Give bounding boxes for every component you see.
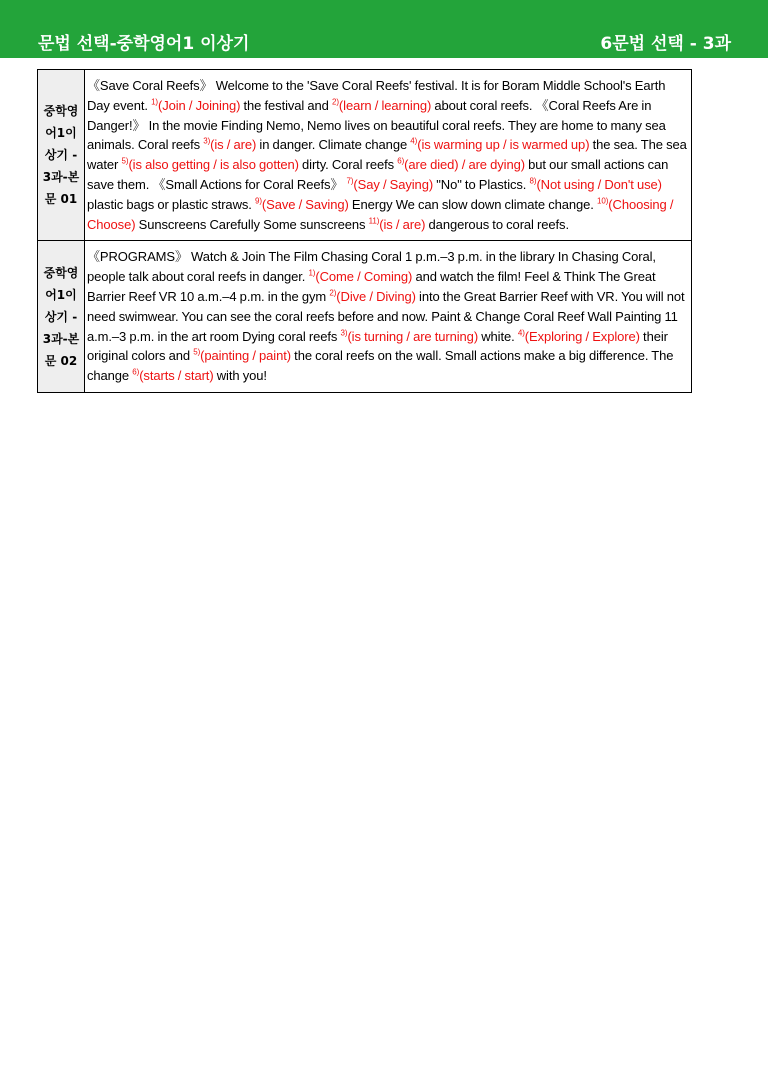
grammar-choice[interactable] bbox=[518, 329, 640, 344]
passage-text-segment: the sea. The sea water bbox=[87, 137, 687, 173]
passage-text bbox=[85, 241, 692, 393]
worksheet-title: 문법 선택-중학영어1 이상기 bbox=[38, 34, 250, 54]
choice-options: (Choosing / Choose) bbox=[87, 196, 674, 232]
passage-text-segment: white. bbox=[478, 328, 518, 344]
choice-options: (Dive / Diving) bbox=[336, 288, 416, 304]
choice-options: (Say / Saying) bbox=[353, 176, 434, 192]
question-number: 6) bbox=[397, 156, 405, 166]
choice-options: (is turning / are turning) bbox=[347, 328, 479, 344]
choice-options: (is also getting / is also gotten) bbox=[128, 157, 299, 173]
passage-text-segment: their original colors and bbox=[87, 328, 668, 364]
question-number: 2) bbox=[329, 288, 337, 298]
grammar-choice[interactable] bbox=[341, 329, 479, 344]
choice-options: (is / are) bbox=[379, 216, 426, 232]
choice-options: (Come / Coming) bbox=[315, 269, 413, 285]
choice-options: (Exploring / Explore) bbox=[524, 328, 640, 344]
passage-text-segment: and watch the film! Feel & Think The Great Barrier Reef VR 10 a.m.–4 p.m. in the gym bbox=[87, 269, 656, 304]
passage-text-segment: the festival and bbox=[240, 97, 332, 113]
choice-options: (is warming up / is warmed up) bbox=[417, 137, 590, 153]
grammar-choice[interactable] bbox=[329, 289, 415, 304]
passage-text-segment: in danger. Climate change bbox=[256, 137, 411, 153]
grammar-choice[interactable] bbox=[346, 177, 433, 192]
question-number: 4) bbox=[517, 328, 525, 338]
question-number: 1) bbox=[151, 97, 158, 107]
passage-label: 중학영어1이상기 - 3과-본문 02 bbox=[38, 241, 85, 393]
grammar-choice[interactable] bbox=[151, 98, 240, 113]
passage-text-segment: dangerous to coral reefs. bbox=[425, 216, 569, 232]
grammar-choice[interactable] bbox=[255, 197, 349, 212]
passage-text-segment: about coral reefs. 《Coral Reefs Are in Danger!》 In the movie Finding Nemo, Nemo lives on beautiful coral reefs. They are home to many sea animals. Coral reefs bbox=[87, 97, 666, 153]
grammar-choice[interactable] bbox=[193, 348, 291, 363]
choice-options: (Save / Saving) bbox=[261, 196, 349, 212]
grammar-choice[interactable] bbox=[397, 157, 525, 172]
passage-text-segment: "No" to Plastics. bbox=[433, 176, 530, 192]
passage-text-segment: but our small actions can save them. 《Small Actions for Coral Reefs》 bbox=[87, 157, 669, 192]
grammar-choice[interactable] bbox=[369, 217, 426, 232]
passage-text-segment: 《PROGRAMS》 Watch & Join The Film Chasing Coral 1 p.m.–3 p.m. in the library In Chasing Coral, people talk about coral reefs in danger. bbox=[87, 249, 656, 285]
question-number: 11) bbox=[368, 216, 380, 226]
choice-options: (starts / start) bbox=[139, 368, 214, 384]
grammar-choice[interactable] bbox=[332, 98, 431, 113]
question-number: 5) bbox=[121, 156, 129, 166]
choice-options: (are died) / are dying) bbox=[404, 157, 525, 173]
question-number: 5) bbox=[193, 348, 201, 358]
passage-text-segment: into the Great Barrier Reef with VR. You will not need swimwear. You can see the coral reefs before and now. Paint & Change Coral Reef Wall Painting 11 a.m.–3 p.m. in the art room Dying coral reefs bbox=[87, 288, 685, 344]
question-number: 6) bbox=[132, 367, 140, 377]
choice-options: (is / are) bbox=[210, 137, 257, 153]
question-number: 1) bbox=[308, 268, 316, 278]
choice-options: (learn / learning) bbox=[338, 97, 432, 113]
passage-text-segment: the coral reefs on the wall. Small actions make a big difference. The change bbox=[87, 348, 674, 384]
page-header bbox=[0, 0, 768, 58]
passage-text bbox=[85, 70, 692, 241]
passage-text-segment: 《Save Coral Reefs》 Welcome to the 'Save Coral Reefs' festival. It is for Boram Middle School's Earth Day event. bbox=[87, 78, 666, 113]
grammar-choice[interactable] bbox=[203, 137, 256, 152]
question-number: 4) bbox=[410, 137, 418, 147]
passage-text-segment: Sunscreens Carefully Some sunscreens bbox=[135, 216, 369, 232]
choice-options: (Not using / Don't use) bbox=[536, 176, 662, 192]
grammar-choice[interactable] bbox=[410, 137, 589, 152]
passage-label: 중학영어1이상기 - 3과-본문 01 bbox=[38, 70, 85, 241]
choice-options: (painting / paint) bbox=[200, 348, 291, 364]
question-number: 10) bbox=[597, 196, 609, 206]
question-number: 8) bbox=[529, 176, 537, 186]
passage-row bbox=[38, 70, 692, 241]
grammar-choice[interactable] bbox=[308, 269, 412, 284]
lesson-title: 6문법 선택 - 3과 bbox=[600, 34, 731, 54]
choice-options: (Join / Joining) bbox=[157, 97, 241, 113]
grammar-choice[interactable] bbox=[530, 177, 662, 192]
passage-text-segment: dirty. Coral reefs bbox=[298, 157, 398, 173]
passage-row bbox=[38, 241, 692, 393]
question-number: 3) bbox=[203, 137, 211, 147]
question-number: 3) bbox=[340, 328, 348, 338]
passage-text-segment: plastic bags or plastic straws. bbox=[87, 196, 255, 212]
question-number: 9) bbox=[254, 196, 262, 206]
passage-text-segment: Energy We can slow down climate change. bbox=[348, 196, 598, 212]
passage-table bbox=[37, 69, 692, 393]
question-number: 7) bbox=[346, 176, 354, 186]
grammar-choice[interactable] bbox=[132, 368, 213, 383]
grammar-choice[interactable] bbox=[122, 157, 299, 172]
question-number: 2) bbox=[332, 97, 339, 107]
passage-text-segment: with you! bbox=[213, 368, 267, 384]
